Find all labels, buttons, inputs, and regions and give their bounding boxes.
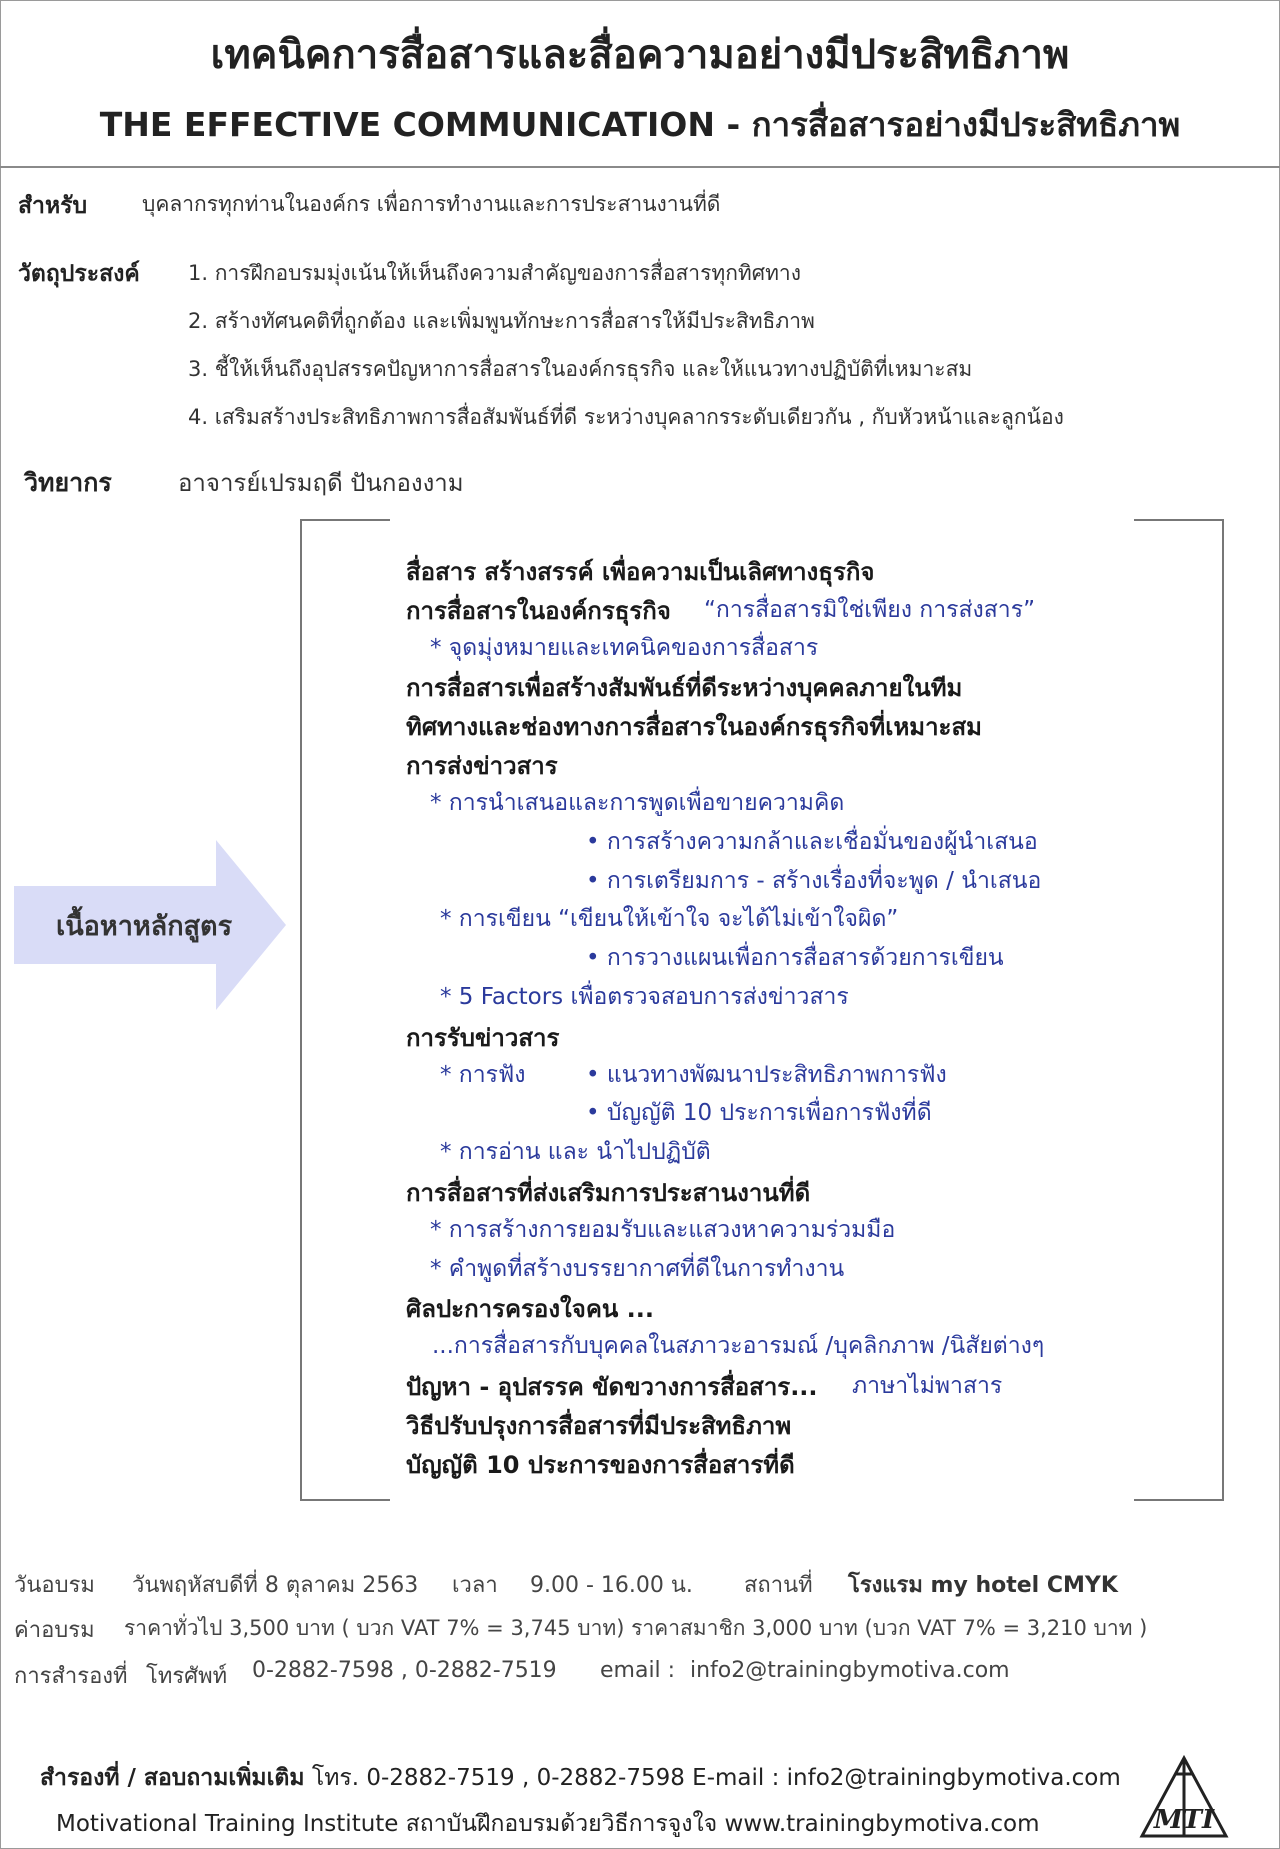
content-line: การส่งข่าวสาร bbox=[406, 752, 558, 780]
reserve-label: สำรองที่ / สอบถามเพิ่มเติม bbox=[40, 1765, 305, 1791]
page-title-english: THE EFFECTIVE COMMUNICATION - การสื่อสารอย่างมีประสิทธิภาพ bbox=[99, 105, 1181, 144]
content-subitem: * การอ่าน และ นำไปปฏิบัติ bbox=[440, 1139, 711, 1165]
email-link[interactable]: info2@trainingbymotiva.com bbox=[690, 1658, 1010, 1683]
date-label: วันอบรม bbox=[14, 1573, 95, 1598]
objective-item-2: 2. สร้างทัศนคติที่ถูกต้อง และเพิ่มพูนทักษะการสื่อสารให้มีประสิทธิภาพ bbox=[188, 309, 815, 333]
content-subitem: * การเขียน “เขียนให้เข้าใจ จะได้ไม่เข้าใจผิด” bbox=[440, 906, 899, 932]
objective-item-1: 1. การฝึกอบรมมุ่งเน้นให้เห็นถึงความสำคัญของการสื่อสารทุกทิศทาง bbox=[188, 261, 801, 285]
page-title-thai: เทคนิคการสื่อสารและสื่อความอย่างมีประสิทธิภาพ bbox=[210, 32, 1070, 78]
content-line: การรับข่าวสาร bbox=[406, 1024, 560, 1052]
content-subitem: ...การสื่อสารกับบุคคลในสภาวะอารมณ์ /บุคลิกภาพ /นิสัยต่างๆ bbox=[432, 1333, 1045, 1359]
for-value: บุคลากรทุกท่านในองค์กร เพื่อการทำงานและการประสานงานที่ดี bbox=[142, 192, 721, 216]
date-value: วันพฤหัสบดีที่ 8 ตุลาคม 2563 bbox=[132, 1573, 419, 1598]
content-line: ทิศทางและช่องทางการสื่อสารในองค์กรธุรกิจที่เหมาะสม bbox=[406, 713, 982, 741]
fee-value: ราคาทั่วไป 3,500 บาท ( บวก VAT 7% = 3,745 บาท) ราคาสมาชิก 3,000 บาท (บวก VAT 7% = 3,210 บาท ) bbox=[124, 1616, 1148, 1640]
content-quote: “การสื่อสารมิใช่เพียง การส่งสาร” bbox=[704, 597, 1035, 623]
content-bullet: • การสร้างความกล้าและเชื่อมั่นของผู้นำเสนอ bbox=[586, 829, 1038, 855]
content-subitem: * การฟัง bbox=[440, 1062, 526, 1088]
content-bullet: • การวางแผนเพื่อการสื่อสารด้วยการเขียน bbox=[586, 945, 1004, 971]
content-subitem: * การสร้างการยอมรับและแสวงหาความร่วมมือ bbox=[430, 1217, 896, 1243]
email-label: email : bbox=[600, 1658, 676, 1683]
content-subitem: * การนำเสนอและการพูดเพื่อขายความคิด bbox=[430, 790, 845, 816]
course-content-label: เนื้อหาหลักสูตร bbox=[56, 911, 233, 942]
objective-item-3: 3. ชี้ให้เห็นถึงอุปสรรคปัญหาการสื่อสารในองค์กรธุรกิจ และให้แนวทางปฏิบัติที่เหมาะสม bbox=[188, 357, 973, 381]
content-line: บัญญัติ 10 ประการของการสื่อสารที่ดี bbox=[406, 1451, 795, 1479]
content-line: วิธีปรับปรุงการสื่อสารที่มีประสิทธิภาพ bbox=[406, 1412, 792, 1440]
content-bullet: • การเตรียมการ - สร้างเรื่องที่จะพูด / นำเสนอ bbox=[586, 868, 1042, 894]
content-line: การสื่อสารในองค์กรธุรกิจ bbox=[406, 597, 671, 625]
footer-contact bbox=[40, 1760, 1121, 1796]
content-line: ปัญหา - อุปสรรค ขัดขวางการสื่อสาร... bbox=[406, 1373, 818, 1401]
content-subitem: * คำพูดที่สร้างบรรยากาศที่ดีในการทำงาน bbox=[430, 1256, 845, 1282]
fee-label: ค่าอบรม bbox=[14, 1618, 95, 1643]
speaker-label: วิทยากร bbox=[24, 468, 112, 497]
booking-label: การสำรองที่ bbox=[14, 1664, 128, 1689]
logo-text: MTI bbox=[1153, 1805, 1215, 1835]
header-divider bbox=[0, 166, 1280, 168]
content-subitem: * 5 Factors เพื่อตรวจสอบการส่งข่าวสาร bbox=[440, 984, 849, 1010]
venue-value: โรงแรม my hotel CMYK bbox=[848, 1573, 1118, 1598]
content-line: ศิลปะการครองใจคน ... bbox=[406, 1295, 654, 1323]
mti-logo bbox=[1138, 1752, 1230, 1842]
for-label: สำหรับ bbox=[18, 193, 88, 219]
content-bracket-left bbox=[300, 519, 390, 1501]
reserve-contact[interactable]: โทร. 0-2882-7519 , 0-2882-7598 E-mail : info2@trainingbymotiva.com bbox=[311, 1765, 1121, 1791]
phone-value[interactable]: 0-2882-7598 , 0-2882-7519 bbox=[252, 1658, 557, 1683]
content-bullet: • แนวทางพัฒนาประสิทธิภาพการฟัง bbox=[586, 1062, 947, 1088]
content-bullet: • บัญญัติ 10 ประการเพื่อการฟังที่ดี bbox=[586, 1100, 932, 1126]
objectives-label: วัตถุประสงค์ bbox=[18, 261, 140, 287]
content-bracket-right bbox=[1134, 519, 1224, 1501]
time-value: 9.00 - 16.00 น. bbox=[530, 1573, 693, 1598]
phone-label: โทรศัพท์ bbox=[146, 1664, 228, 1689]
content-line: สื่อสาร สร้างสรรค์ เพื่อความเป็นเลิศทางธุรกิจ bbox=[406, 558, 875, 586]
content-line: การสื่อสารเพื่อสร้างสัมพันธ์ที่ดีระหว่างบุคคลภายในทีม bbox=[406, 674, 963, 702]
speaker-value: อาจารย์เปรมฤดี ปันกองงาม bbox=[178, 469, 464, 497]
content-subitem: * จุดมุ่งหมายและเทคนิคของการสื่อสาร bbox=[430, 635, 819, 661]
venue-label: สถานที่ bbox=[744, 1573, 813, 1598]
content-note: ภาษาไม่พาสาร bbox=[852, 1373, 1003, 1399]
objective-item-4: 4. เสริมสร้างประสิทธิภาพการสื่อสัมพันธ์ที่ดี ระหว่างบุคลากรระดับเดียวกัน , กับหัวหน้าและลูกน้อง bbox=[188, 405, 1064, 429]
time-label: เวลา bbox=[452, 1573, 498, 1598]
content-line: การสื่อสารที่ส่งเสริมการประสานงานที่ดี bbox=[406, 1179, 811, 1207]
institute-line[interactable]: Motivational Training Institute สถาบันฝึกอบรมด้วยวิธีการจูงใจ www.trainingbymotiva.com bbox=[56, 1811, 1040, 1837]
